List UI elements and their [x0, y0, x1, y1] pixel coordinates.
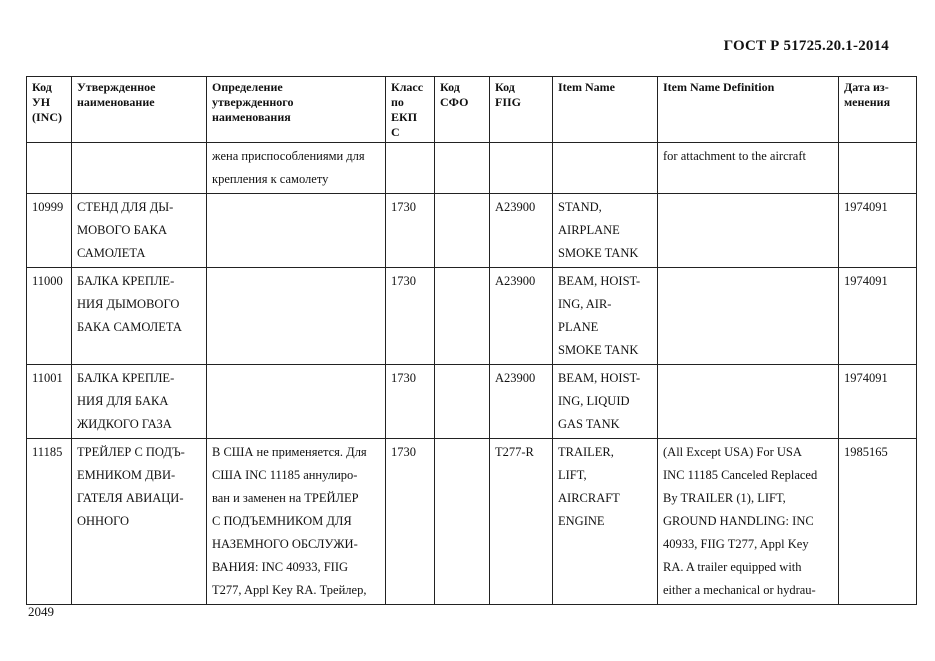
cell-text-line — [663, 196, 833, 219]
cell-text-line: SMOKE TANK — [558, 343, 639, 357]
approved-name-cell — [72, 439, 207, 605]
cell-text-line: В США не применяется. Для — [212, 445, 367, 459]
cell-text-line: ГАТЕЛЯ АВИАЦИ- — [77, 491, 184, 505]
cell-text-line: either a mechanical or hydrau- — [663, 583, 816, 597]
header-line: Определение — [212, 80, 283, 94]
cell-text-line: By TRAILER (1), LIFT, — [663, 491, 786, 505]
header-line: менения — [844, 95, 891, 109]
sfo-cell — [435, 194, 490, 268]
header-line: ЕКП — [391, 110, 418, 124]
approved-name-cell — [72, 194, 207, 268]
change-date-cell — [839, 365, 917, 439]
header-line: по — [391, 95, 404, 109]
cell-text-line — [663, 367, 833, 390]
col-approved-name-header — [72, 77, 207, 143]
cell-text-line: крепления к самолету — [212, 172, 329, 186]
item-name-cell — [553, 268, 658, 365]
cell-text-line: SMOKE TANK — [558, 246, 639, 260]
class-cell — [386, 439, 435, 605]
item-name-cell — [553, 194, 658, 268]
cell-text-line: ВАНИЯ: INC 40933, FIIG — [212, 560, 349, 574]
document-standard-header: ГОСТ Р 51725.20.1-2014 — [723, 38, 889, 54]
cell-text-line: НАЗЕМНОГО ОБСЛУЖИ- — [212, 537, 358, 551]
cell-text-line: СТЕНД ДЛЯ ДЫ- — [77, 200, 174, 214]
cell-text-line: A23900 — [495, 274, 536, 288]
col-item-name-header — [553, 77, 658, 143]
fiig-cell — [490, 194, 553, 268]
cell-text-line: НИЯ ДЛЯ БАКА — [77, 394, 169, 408]
cell-text-line: БАЛКА КРЕПЛЕ- — [77, 371, 175, 385]
cell-text-line: 1730 — [391, 371, 416, 385]
change-date-cell — [839, 439, 917, 605]
cell-text-line — [212, 367, 380, 390]
cell-text-line: TRAILER, — [558, 445, 614, 459]
cell-text-line: GAS TANK — [558, 417, 620, 431]
cell-text-line: 1974091 — [844, 371, 888, 385]
header-line: СФО — [440, 95, 469, 109]
sfo-cell — [435, 268, 490, 365]
cell-text-line — [440, 145, 484, 168]
inc-cell — [27, 194, 72, 268]
header-line: (INC) — [32, 110, 62, 124]
approved-name-cell — [72, 365, 207, 439]
cell-text-line: 11001 — [32, 371, 63, 385]
header-line: Код — [440, 80, 460, 94]
cell-text-line — [212, 270, 380, 293]
cell-text-line: 11000 — [32, 274, 63, 288]
cell-text-line: жена приспособлениями для — [212, 149, 365, 163]
cell-text-line — [663, 270, 833, 293]
item-name-cell — [553, 365, 658, 439]
cell-text-line: AIRCRAFT — [558, 491, 620, 505]
header-line: С — [391, 125, 400, 139]
cell-text-line: ЕМНИКОМ ДВИ- — [77, 468, 176, 482]
cell-text-line: GROUND HANDLING: INC — [663, 514, 814, 528]
item-definition-cell — [658, 143, 839, 194]
cell-text-line: ING, LIQUID — [558, 394, 630, 408]
col-fiig-header — [490, 77, 553, 143]
cell-text-line: 1974091 — [844, 274, 888, 288]
cell-text-line: ван и заменен на ТРЕЙЛЕР — [212, 491, 359, 505]
item-name-cell — [553, 439, 658, 605]
change-date-cell — [839, 143, 917, 194]
cell-text-line: T277-R — [495, 445, 534, 459]
cell-text-line — [32, 145, 66, 168]
table-row — [27, 143, 917, 194]
sfo-cell — [435, 439, 490, 605]
table-row — [27, 439, 917, 605]
cell-text-line: НИЯ ДЫМОВОГО — [77, 297, 180, 311]
cell-text-line: 1974091 — [844, 200, 888, 214]
cell-text-line: 1730 — [391, 274, 416, 288]
class-cell — [386, 365, 435, 439]
definition-cell — [207, 365, 386, 439]
cell-text-line: 10999 — [32, 200, 64, 214]
col-definition-header — [207, 77, 386, 143]
inc-cell — [27, 268, 72, 365]
table-header-row — [27, 77, 917, 143]
cell-text-line: 40933, FIIG T277, Appl Key — [663, 537, 809, 551]
definition-cell — [207, 268, 386, 365]
fiig-cell — [490, 143, 553, 194]
cell-text-line — [440, 441, 484, 464]
header-line: Код — [495, 80, 515, 94]
col-inc-header — [27, 77, 72, 143]
header-line: Item Name — [558, 80, 615, 94]
header-line: утвержденного — [212, 95, 294, 109]
cell-text-line: AIRPLANE — [558, 223, 620, 237]
cell-text-line: RA. A trailer equipped with — [663, 560, 802, 574]
cell-text-line — [440, 196, 484, 219]
item-definition-cell — [658, 268, 839, 365]
header-line: Item Name Definition — [663, 80, 775, 94]
approved-name-cell — [72, 143, 207, 194]
class-cell — [386, 194, 435, 268]
cell-text-line: A23900 — [495, 371, 536, 385]
sfo-cell — [435, 143, 490, 194]
cell-text-line: ING, AIR- — [558, 297, 612, 311]
cell-text-line — [391, 145, 429, 168]
header-line: наименование — [77, 95, 155, 109]
table-header — [27, 77, 917, 143]
cell-text-line: С ПОДЪЕМНИКОМ ДЛЯ — [212, 514, 352, 528]
col-sfo-header — [435, 77, 490, 143]
cell-text-line: for attachment to the aircraft — [663, 149, 806, 163]
change-date-cell — [839, 194, 917, 268]
cell-text-line — [558, 145, 652, 168]
change-date-cell — [839, 268, 917, 365]
cell-text-line — [440, 367, 484, 390]
item-definition-cell — [658, 439, 839, 605]
fiig-cell — [490, 268, 553, 365]
header-line: Код — [32, 80, 52, 94]
cell-text-line: США INC 11185 аннулиро- — [212, 468, 358, 482]
cell-text-line: ЖИДКОГО ГАЗА — [77, 417, 172, 431]
table-row — [27, 268, 917, 365]
table-body — [27, 143, 917, 605]
cell-text-line — [844, 145, 911, 168]
inc-cell — [27, 365, 72, 439]
item-definition-cell — [658, 365, 839, 439]
item-name-cell — [553, 143, 658, 194]
page-number: 2049 — [28, 604, 54, 619]
class-cell — [386, 143, 435, 194]
gost-data-table — [26, 76, 917, 605]
definition-cell — [207, 194, 386, 268]
inc-cell — [27, 439, 72, 605]
fiig-cell — [490, 439, 553, 605]
cell-text-line: 1730 — [391, 200, 416, 214]
cell-text-line: 1985165 — [844, 445, 888, 459]
col-item-definition-header — [658, 77, 839, 143]
cell-text-line: STAND, — [558, 200, 602, 214]
cell-text-line: ОННОГО — [77, 514, 130, 528]
cell-text-line: BEAM, HOIST- — [558, 274, 641, 288]
cell-text-line: ENGINE — [558, 514, 605, 528]
cell-text-line — [212, 196, 380, 219]
inc-cell — [27, 143, 72, 194]
cell-text-line: (All Except USA) For USA — [663, 445, 802, 459]
cell-text-line: БАЛКА КРЕПЛЕ- — [77, 274, 175, 288]
sfo-cell — [435, 365, 490, 439]
fiig-cell — [490, 365, 553, 439]
cell-text-line: T277, Appl Key RA. Трейлер, — [212, 583, 367, 597]
definition-cell — [207, 143, 386, 194]
cell-text-line: ТРЕЙЛЕР С ПОДЪ- — [77, 445, 185, 459]
header-line: Утвержденное — [77, 80, 156, 94]
header-line: Класс — [391, 80, 424, 94]
class-cell — [386, 268, 435, 365]
cell-text-line: БАКА САМОЛЕТА — [77, 320, 182, 334]
col-class-header — [386, 77, 435, 143]
cell-text-line — [495, 145, 547, 168]
cell-text-line: САМОЛЕТА — [77, 246, 146, 260]
cell-text-line — [77, 145, 201, 168]
item-definition-cell — [658, 194, 839, 268]
header-line: наименования — [212, 110, 291, 124]
header-line: FIIG — [495, 95, 522, 109]
col-change-date-header — [839, 77, 917, 143]
cell-text-line: PLANE — [558, 320, 599, 334]
cell-text-line: A23900 — [495, 200, 536, 214]
approved-name-cell — [72, 268, 207, 365]
cell-text-line: LIFT, — [558, 468, 587, 482]
cell-text-line: 11185 — [32, 445, 63, 459]
header-line: Дата из- — [844, 80, 889, 94]
header-line: УН — [32, 95, 51, 109]
cell-text-line — [440, 270, 484, 293]
table-row — [27, 365, 917, 439]
cell-text-line: 1730 — [391, 445, 416, 459]
table-row — [27, 194, 917, 268]
cell-text-line: BEAM, HOIST- — [558, 371, 641, 385]
cell-text-line: МОВОГО БАКА — [77, 223, 167, 237]
cell-text-line: INC 11185 Canceled Replaced — [663, 468, 818, 482]
definition-cell — [207, 439, 386, 605]
